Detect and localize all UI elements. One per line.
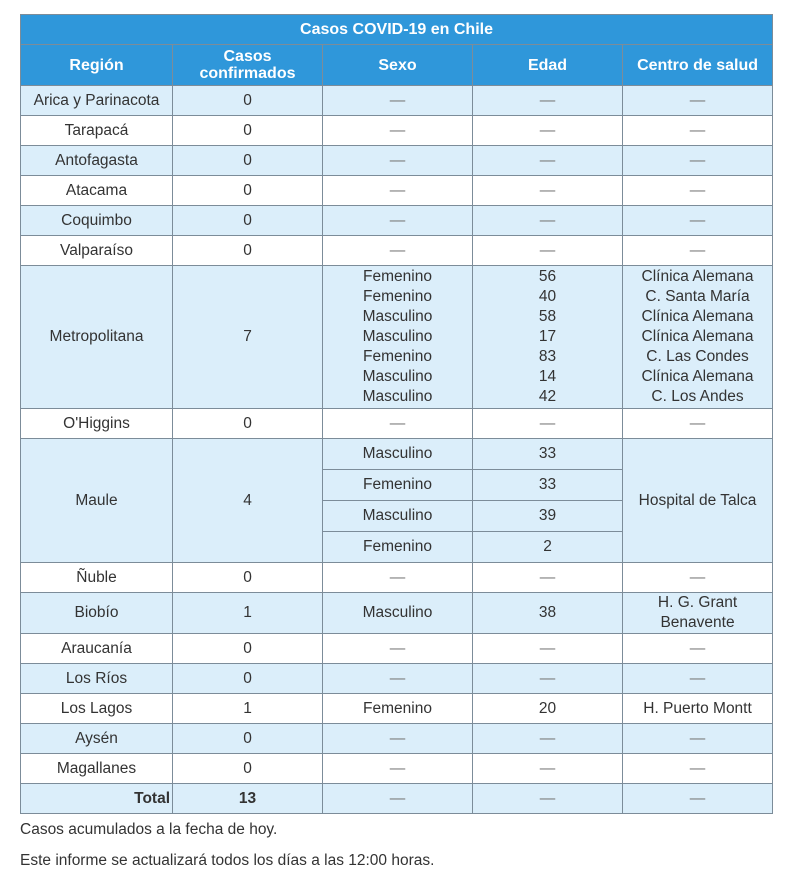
- casos-cell: 0: [173, 206, 323, 236]
- centro-cell: —: [623, 116, 773, 146]
- region-cell: Coquimbo: [21, 206, 173, 236]
- region-cell: Metropolitana: [21, 266, 173, 409]
- centro-cell: —: [623, 634, 773, 664]
- sexo-value: Masculino: [362, 388, 433, 405]
- sexo-cell: —: [323, 206, 473, 236]
- table-row: [21, 236, 773, 266]
- edad-cell: —: [473, 146, 623, 176]
- centro-cell: —: [623, 563, 773, 593]
- centro-value: Benavente: [660, 614, 735, 631]
- sexo-cell: —: [323, 784, 473, 814]
- edad-value: 14: [538, 368, 557, 385]
- table-row: [21, 409, 773, 439]
- sexo-cell: Femenino: [323, 694, 473, 724]
- header-centro: Centro de salud: [623, 45, 773, 86]
- centro-value: Clínica Alemana: [641, 308, 754, 325]
- centro-cell: —: [623, 146, 773, 176]
- edad-value: 56: [538, 268, 557, 285]
- edad-cell: —: [473, 563, 623, 593]
- casos-cell: 0: [173, 116, 323, 146]
- region-cell: Los Lagos: [21, 694, 173, 724]
- sexo-cell: —: [323, 563, 473, 593]
- table-row: [21, 593, 773, 634]
- sexo-cell: Femenino: [323, 470, 473, 501]
- centro-cell: —: [623, 409, 773, 439]
- header-casos: Casos confirmados: [173, 45, 323, 86]
- sexo-value: Femenino: [363, 348, 432, 365]
- edad-cell: —: [473, 634, 623, 664]
- casos-cell: 0: [173, 409, 323, 439]
- centro-value: C. Las Condes: [646, 348, 749, 365]
- edad-cell: 38: [473, 593, 623, 634]
- edad-cell: [473, 266, 623, 409]
- centro-value: H. G. Grant: [657, 594, 738, 611]
- casos-cell: 1: [173, 593, 323, 634]
- edad-value: 42: [538, 388, 557, 405]
- header-sexo: Sexo: [323, 45, 473, 86]
- centro-value: Clínica Alemana: [641, 268, 754, 285]
- table-title: Casos COVID-19 en Chile: [21, 15, 773, 45]
- casos-cell: 0: [173, 664, 323, 694]
- centro-cell: —: [623, 86, 773, 116]
- sexo-cell: —: [323, 176, 473, 206]
- sexo-value: Masculino: [362, 368, 433, 385]
- edad-cell: —: [473, 116, 623, 146]
- table-row: [21, 439, 773, 470]
- covid-cases-table: [20, 14, 773, 814]
- sexo-cell: —: [323, 146, 473, 176]
- casos-cell: 1: [173, 694, 323, 724]
- sexo-cell: Masculino: [323, 593, 473, 634]
- edad-cell: —: [473, 754, 623, 784]
- edad-cell: —: [473, 176, 623, 206]
- edad-value: 17: [538, 328, 557, 345]
- centro-cell: —: [623, 724, 773, 754]
- region-cell: Tarapacá: [21, 116, 173, 146]
- edad-cell: 39: [473, 501, 623, 532]
- region-cell: Los Ríos: [21, 664, 173, 694]
- sexo-cell: —: [323, 634, 473, 664]
- casos-cell: 0: [173, 176, 323, 206]
- region-cell: Ñuble: [21, 563, 173, 593]
- sexo-cell: —: [323, 86, 473, 116]
- footnote-update-schedule: Este informe se actualizará todos los días a las 12:00 horas.: [20, 852, 435, 869]
- region-cell: Araucanía: [21, 634, 173, 664]
- casos-cell: 0: [173, 236, 323, 266]
- centro-cell: H. Puerto Montt: [623, 694, 773, 724]
- table-row: [21, 86, 773, 116]
- casos-cell: 0: [173, 86, 323, 116]
- edad-cell: —: [473, 206, 623, 236]
- header-edad: Edad: [473, 45, 623, 86]
- edad-value: 40: [538, 288, 557, 305]
- total-row: [21, 784, 773, 814]
- centro-cell: —: [623, 206, 773, 236]
- footnotes: [20, 820, 434, 871]
- table-row: [21, 664, 773, 694]
- table-row: [21, 206, 773, 236]
- edad-value: 58: [538, 308, 557, 325]
- table-row: [21, 694, 773, 724]
- sexo-value: Femenino: [363, 288, 432, 305]
- casos-cell: 0: [173, 146, 323, 176]
- edad-cell: —: [473, 664, 623, 694]
- total-label: Total: [21, 784, 173, 814]
- centro-value: C. Santa María: [645, 288, 750, 305]
- covid-cases-table-container: [20, 14, 772, 814]
- table-row: [21, 634, 773, 664]
- sexo-cell: —: [323, 664, 473, 694]
- table-row: [21, 116, 773, 146]
- edad-cell: 2: [473, 532, 623, 563]
- sexo-cell: Femenino: [323, 532, 473, 563]
- edad-cell: —: [473, 724, 623, 754]
- casos-cell: 7: [173, 266, 323, 409]
- casos-cell: 0: [173, 754, 323, 784]
- casos-cell: 0: [173, 724, 323, 754]
- centro-cell: —: [623, 176, 773, 206]
- casos-cell: 4: [173, 439, 323, 563]
- centro-cell: [623, 593, 773, 634]
- region-cell: Valparaíso: [21, 236, 173, 266]
- table-row: [21, 146, 773, 176]
- sexo-cell: —: [323, 236, 473, 266]
- region-cell: Maule: [21, 439, 173, 563]
- edad-cell: —: [473, 86, 623, 116]
- centro-cell: —: [623, 754, 773, 784]
- sexo-value: Masculino: [362, 308, 433, 325]
- table-row: [21, 724, 773, 754]
- region-cell: Antofagasta: [21, 146, 173, 176]
- sexo-value: Masculino: [362, 328, 433, 345]
- sexo-cell: —: [323, 116, 473, 146]
- footnote-cumulative: Casos acumulados a la fecha de hoy.: [20, 821, 278, 838]
- centro-cell: [623, 266, 773, 409]
- table-row: [21, 176, 773, 206]
- region-cell: Magallanes: [21, 754, 173, 784]
- header-region: Región: [21, 45, 173, 86]
- sexo-value: Femenino: [363, 268, 432, 285]
- region-cell: Atacama: [21, 176, 173, 206]
- region-cell: Biobío: [21, 593, 173, 634]
- centro-cell: —: [623, 236, 773, 266]
- region-cell: Aysén: [21, 724, 173, 754]
- centro-value: Clínica Alemana: [641, 328, 754, 345]
- sexo-cell: —: [323, 409, 473, 439]
- edad-cell: —: [473, 409, 623, 439]
- sexo-cell: —: [323, 754, 473, 784]
- sexo-cell: —: [323, 724, 473, 754]
- edad-value: 83: [538, 348, 557, 365]
- centro-cell: —: [623, 664, 773, 694]
- sexo-cell: [323, 266, 473, 409]
- edad-cell: 33: [473, 439, 623, 470]
- centro-value: Clínica Alemana: [641, 368, 754, 385]
- edad-cell: —: [473, 236, 623, 266]
- region-cell: O'Higgins: [21, 409, 173, 439]
- casos-cell: 0: [173, 634, 323, 664]
- edad-cell: —: [473, 784, 623, 814]
- sexo-cell: Masculino: [323, 439, 473, 470]
- centro-cell: —: [623, 784, 773, 814]
- edad-cell: 20: [473, 694, 623, 724]
- total-casos: 13: [173, 784, 323, 814]
- casos-cell: 0: [173, 563, 323, 593]
- sexo-cell: Masculino: [323, 501, 473, 532]
- table-row: [21, 754, 773, 784]
- table-row: [21, 563, 773, 593]
- region-cell: Arica y Parinacota: [21, 86, 173, 116]
- centro-value: C. Los Andes: [651, 388, 744, 405]
- table-row: [21, 266, 773, 409]
- centro-cell: Hospital de Talca: [623, 439, 773, 563]
- edad-cell: 33: [473, 470, 623, 501]
